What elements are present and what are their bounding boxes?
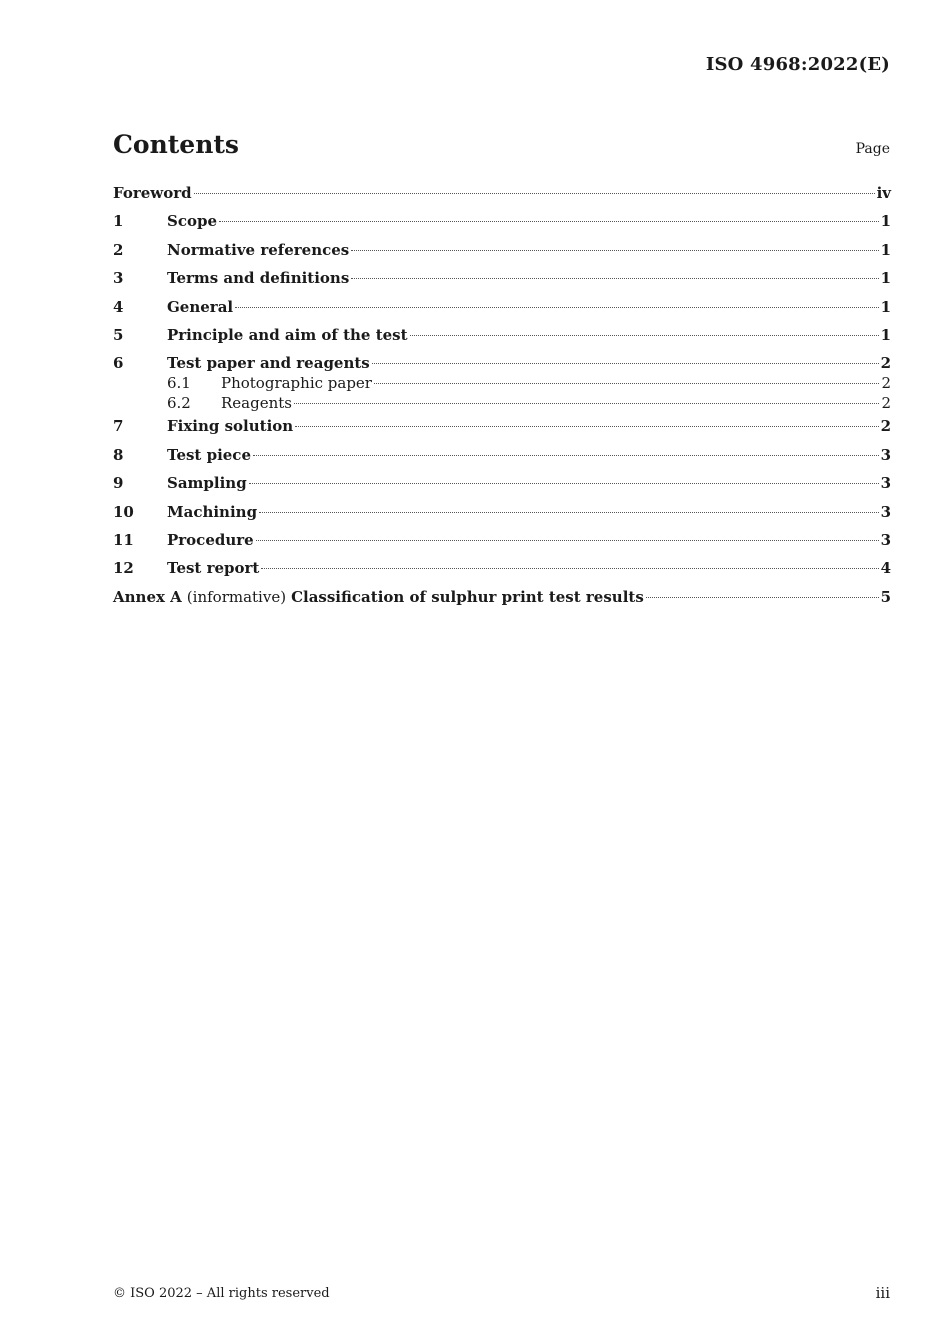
toc-subsection-number: 6.1 [167,374,191,393]
toc-entry-title: Normative references [167,240,350,259]
toc-entry-test-report[interactable] [113,559,891,587]
page-column-label: Page [855,141,890,157]
toc-entry-title: Test piece [167,445,251,464]
toc-entry-title: Scope [167,212,218,231]
page-title: Contents [113,130,240,159]
toc-entry-terms-and-definitions[interactable] [113,269,891,297]
toc-leader [261,568,878,569]
toc-page-number: 1 [880,325,891,344]
toc-entry-title: Fixing solution [167,417,294,436]
toc-entry-title: Test paper and reagents [167,354,370,373]
annex-label: Annex A [113,587,182,606]
toc-section-number: 4 [113,297,124,316]
toc-entry-title: Test report [167,559,260,578]
toc-leader [372,363,879,364]
toc-leader [219,221,879,222]
toc-entry-title: Principle and aim of the test [167,325,408,344]
toc-leader [194,193,875,194]
toc-entry-general[interactable] [113,298,891,326]
toc-leader [259,512,879,513]
toc-entry-title: Terms and definitions [167,269,350,288]
toc-page-number: 1 [880,240,891,259]
toc-page-number: 1 [880,212,891,231]
toc-page-number: 2 [881,374,891,393]
toc-entry-procedure[interactable] [113,531,891,559]
toc-section-number: 6 [113,354,124,373]
toc-entry-machining[interactable] [113,503,891,531]
toc-section-number: 7 [113,417,124,436]
toc-entry-test-paper[interactable] [113,354,891,374]
doc-id: ISO 4968:2022(E) [705,54,890,75]
toc-page-number: 2 [880,354,891,373]
toc-entry-title: Foreword [113,184,192,202]
toc-leader [294,403,879,404]
toc-page-number: 3 [880,502,891,521]
toc-entry-sampling[interactable] [113,474,891,502]
toc-entry-scope[interactable] [113,212,891,240]
toc-leader [295,426,878,427]
toc-leader [249,483,879,484]
page-number: iii [875,1284,890,1302]
toc-page-number: iv [876,184,891,202]
toc-section-number: 10 [113,502,134,521]
annex-qualifier: (informative) [186,587,287,606]
toc-leader [646,597,879,598]
toc-entry-foreword[interactable] [113,184,891,212]
toc-subentry-photographic-paper[interactable] [113,374,891,394]
toc-page-number: 3 [880,530,891,549]
toc-section-number: 5 [113,325,124,344]
toc-page-number: 3 [880,445,891,464]
toc-entry-title: Reagents [221,393,292,412]
toc-leader [235,307,878,308]
toc-leader [410,335,879,336]
table-of-contents [113,184,891,616]
toc-section-number: 3 [113,269,124,288]
toc-subsection-number: 6.2 [167,393,191,412]
toc-section-number: 1 [113,212,124,231]
toc-entry-fixing-solution[interactable] [113,417,891,445]
toc-section-number: 2 [113,240,124,259]
toc-leader [351,250,878,251]
toc-entry-principle[interactable] [113,326,891,354]
toc-section-number: 9 [113,474,124,493]
toc-leader [374,383,879,384]
toc-leader [351,278,878,279]
copyright-notice: © ISO 2022 – All rights reserved [113,1286,330,1301]
toc-subentry-reagents[interactable] [113,394,891,414]
toc-page-number: 3 [880,474,891,493]
toc-leader [256,540,879,541]
annex-title: Classification of sulphur print test results [291,587,644,606]
toc-entry-test-piece[interactable] [113,446,891,474]
toc-entry-title: General [167,297,234,316]
toc-section-number: 12 [113,559,134,578]
toc-page-number: 1 [880,269,891,288]
toc-entry-title: Photographic paper [221,374,372,393]
toc-page-number: 2 [881,393,891,412]
toc-entry-normative-references[interactable] [113,241,891,269]
toc-section-number: 11 [113,530,134,549]
toc-entry-title: Machining [167,502,258,521]
toc-section-number: 8 [113,445,124,464]
toc-page-number: 2 [880,417,891,436]
toc-page-number: 1 [880,297,891,316]
toc-leader [253,455,879,456]
toc-page-number: 4 [880,559,891,578]
toc-page-number: 5 [880,587,891,606]
toc-entry-title: Sampling [167,474,247,493]
toc-entry-annex-a[interactable] [113,588,891,616]
toc-entry-title: Procedure [167,530,254,549]
